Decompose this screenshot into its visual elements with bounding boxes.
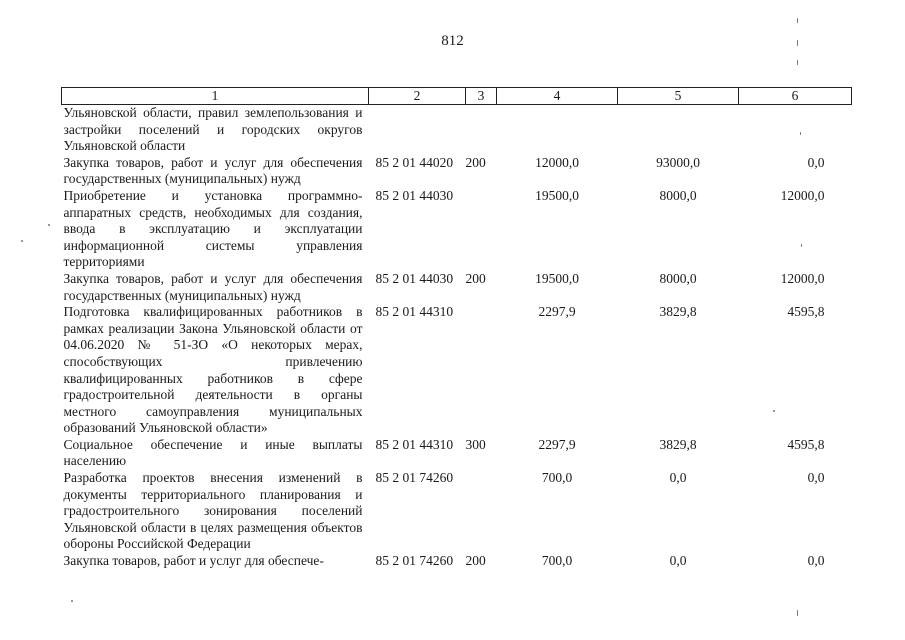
row-code: 85 2 01 44020 — [375, 154, 454, 170]
row-description: Приобретение и установка программно-аппаратных средств, необходимых для создания, ввода в эксплуатацию и эксплуатации информационной системы управления территориями — [63, 187, 363, 270]
row-value-col4: 12000,0 — [535, 154, 579, 170]
row-description: Разработка проектов внесения изменений в документы территориального планирования и градостроительного зонирования поселений Ульяновской области в целях размещения объектов обороны Российской Федерации — [63, 470, 363, 552]
table-row — [62, 553, 852, 570]
row-code: 85 2 01 74260 — [375, 553, 454, 569]
row-description: Закупка товаров, работ и услуг для обеспечения государственных (муниципальных) нужд — [63, 270, 363, 303]
column-header-5: 5 — [618, 88, 739, 105]
row-value-col5: 0,0 — [669, 470, 687, 486]
row-value-col5: 0,0 — [669, 553, 687, 569]
row-value-col4: 2297,9 — [538, 304, 576, 320]
column-header-6: 6 — [739, 88, 852, 105]
row-description: Социальное обеспечение и иные выплаты населению — [63, 436, 363, 469]
row-value-col5: 8000,0 — [659, 270, 697, 286]
row-value-col4: 700,0 — [541, 553, 573, 569]
scan-speck — [797, 60, 798, 65]
budget-table — [61, 87, 852, 570]
row-code — [369, 105, 466, 155]
table-row — [62, 470, 852, 553]
row-description: Подготовка квалифицированных работников в рамках реализации Закона Ульяновской области от 04.06.2020 № 51-ЗО «О некоторых мерах, способствующих привлечению квалифицированных работников в сфере градостроительной деятельности в органы местного самоуправления муниципальных образований Ульяновской области» — [63, 304, 363, 436]
row-value-col4: 19500,0 — [535, 187, 579, 203]
scan-speck — [71, 600, 73, 602]
row-value-col6 — [739, 105, 852, 155]
row-value-col6: 0,0 — [807, 553, 825, 569]
row-expense-type: 300 — [465, 436, 486, 452]
row-value-col6: 0,0 — [807, 470, 825, 486]
row-value-col4: 19500,0 — [535, 270, 579, 286]
table-row — [62, 304, 852, 437]
table-body — [62, 105, 852, 570]
row-value-col6: 4595,8 — [787, 436, 825, 452]
scan-speck — [797, 610, 798, 616]
row-value-col5: 3829,8 — [659, 304, 697, 320]
row-description: Ульяновской области, правил землепользования и застройки поселений и городских округов Ульяновской области — [63, 105, 363, 154]
row-code: 85 2 01 44030 — [375, 187, 454, 203]
row-value-col6: 12000,0 — [780, 270, 825, 286]
column-header-3: 3 — [466, 88, 497, 105]
header-row — [62, 88, 852, 105]
table-row — [62, 271, 852, 304]
row-expense-type — [466, 188, 497, 271]
row-expense-type — [466, 105, 497, 155]
row-expense-type: 200 — [465, 270, 486, 286]
column-header-1: 1 — [62, 88, 369, 105]
row-code: 85 2 01 74260 — [375, 470, 454, 486]
scan-speck — [48, 224, 50, 226]
row-expense-type — [466, 470, 497, 553]
row-value-col6: 12000,0 — [780, 187, 825, 203]
row-expense-type: 200 — [465, 154, 486, 170]
page-number: 812 — [441, 33, 464, 49]
scan-speck — [801, 244, 802, 247]
row-code: 85 2 01 44310 — [375, 436, 454, 452]
row-value-col4: 2297,9 — [538, 436, 576, 452]
scan-speck — [773, 410, 775, 412]
table-header — [62, 88, 852, 105]
row-code: 85 2 01 44310 — [375, 304, 454, 320]
row-value-col6: 4595,8 — [787, 304, 825, 320]
row-expense-type: 200 — [465, 553, 486, 569]
table-row — [62, 105, 852, 155]
row-code: 85 2 01 44030 — [375, 270, 454, 286]
row-expense-type — [466, 304, 497, 437]
scan-speck — [21, 240, 23, 242]
table-row — [62, 188, 852, 271]
column-header-2: 2 — [369, 88, 466, 105]
scan-speck — [797, 40, 798, 46]
row-value-col5: 8000,0 — [659, 187, 697, 203]
row-value-col6: 0,0 — [807, 154, 825, 170]
row-description: Закупка товаров, работ и услуг для обеспечения государственных (муниципальных) нужд — [63, 154, 363, 187]
row-value-col5: 3829,8 — [659, 436, 697, 452]
scan-speck — [797, 18, 798, 23]
scan-speck — [800, 132, 801, 135]
table-row — [62, 155, 852, 188]
row-value-col4 — [497, 105, 618, 155]
column-header-4: 4 — [497, 88, 618, 105]
row-value-col5: 93000,0 — [656, 154, 700, 170]
table-row — [62, 437, 852, 470]
row-value-col4: 700,0 — [541, 470, 573, 486]
row-description: Закупка товаров, работ и услуг для обеспече- — [63, 553, 324, 569]
row-value-col5 — [618, 105, 739, 155]
